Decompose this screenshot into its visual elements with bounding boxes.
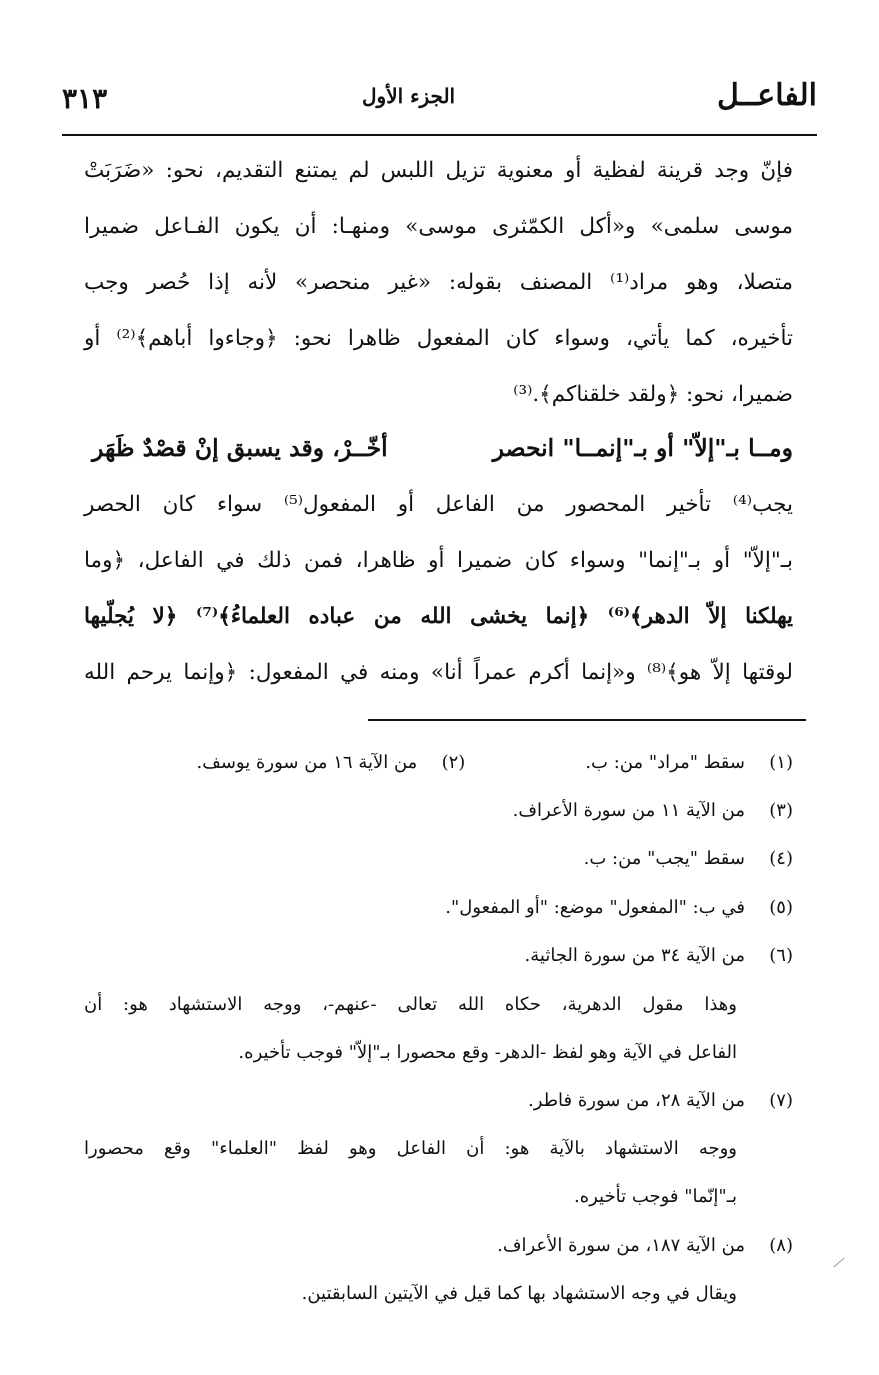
footnote-row: [84, 1235, 793, 1256]
verse-hemistich-first: ومــا بـ"إلاّ" أو بـ"إنمــا" انحصر: [492, 434, 793, 462]
footnote-number: (٤): [769, 848, 793, 869]
footnote-text: سقط "يجب" من: ب.: [583, 848, 745, 869]
footnote-explanation: وهذا مقول الدهرية، حكاه الله تعالى -عنهم-، ووجه الاستشهاد هو: أن: [84, 994, 737, 1015]
footnote-explanation: الفاعل في الآية وهو لفظ -الدهر- وقع محصورا بـ"إلاّ" فوجب تأخيره.: [238, 1042, 737, 1063]
footnote-number: (٦): [769, 945, 793, 966]
text-line: ضميرا، نحو: ﴿ولقد خلقناكم﴾.⁽³⁾: [513, 382, 793, 407]
footnote-row: [84, 752, 793, 773]
chapter-title: الفاعــل: [717, 78, 817, 113]
footnote-explanation: ووجه الاستشهاد بالآية هو: أن الفاعل وهو لفظ "العلماء" وقع محصورا: [84, 1138, 737, 1159]
footnote-text: من الآية ٢٨، من سورة فاطر.: [528, 1090, 745, 1111]
footnote-number: (٥): [769, 897, 793, 918]
footnote-row: [84, 897, 793, 918]
footnote-text: من الآية ٣٤ من سورة الجاثية.: [524, 945, 745, 966]
footnote-text: من الآية ١١ من سورة الأعراف.: [512, 800, 745, 821]
text-line: موسى سلمى» و«أكل الكمّثرى موسى» ومنهـا: أن يكون الفـاعل ضميرا: [84, 214, 793, 239]
part-title: الجزء الأول: [362, 84, 456, 108]
footnote-row: [84, 1090, 793, 1111]
footnote-number: (٧): [769, 1090, 793, 1111]
page-number: ٣١٣: [62, 82, 108, 115]
running-header: [62, 78, 817, 128]
footnote-text: سقط "مراد" من: ب.: [585, 752, 745, 773]
verse-hemistich-second: أخّــرْ، وقد يسبق إنْ قصْدٌ ظَهَر: [92, 434, 388, 462]
footnote-number: (١): [769, 752, 793, 773]
footnote-row: [84, 945, 793, 966]
text-line: لوقتها إلاّ هو﴾⁽⁸⁾ و«إنما أكرم عمراً أنا» ومنه في المفعول: ﴿وإنما يرحم الله: [84, 660, 793, 685]
footnote-number: (٨): [769, 1235, 793, 1256]
poem-verse: [92, 434, 793, 474]
text-line: تأخيره، كما يأتي، وسواء كان المفعول ظاهرا نحو: ﴿وجاءوا أباهم﴾⁽²⁾ أو: [84, 326, 793, 351]
stray-mark: [833, 1258, 844, 1268]
text-line: يهلكنا إلاّ الدهر﴾⁽⁶⁾ ﴿إنما يخشى الله من عباده العلماءُ﴾⁽⁷⁾ ﴿لا يُجلّيها: [84, 604, 793, 629]
footnote-number: (٣): [769, 800, 793, 821]
text-line: بـ"إلاّ" أو بـ"إنما" وسواء كان ضميرا أو ظاهرا، فمن ذلك في الفاعل، ﴿وما: [84, 548, 793, 573]
footnote-number: (٢): [441, 752, 466, 773]
text-line: متصلا، وهو مراد⁽¹⁾ المصنف بقوله: «غير منحصر» لأنه إذا حُصر وجب: [84, 270, 793, 295]
footnote-row: [84, 848, 793, 869]
footnote-text: في ب: "المفعول" موضع: "أو المفعول".: [445, 897, 745, 918]
text-line: يجب⁽⁴⁾ تأخير المحصور من الفاعل أو المفعول⁽⁵⁾ سواء كان الحصر: [84, 492, 793, 517]
footnote-divider: [368, 719, 806, 721]
footnote-explanation: بـ"إنّما" فوجب تأخيره.: [573, 1186, 737, 1207]
footnote-text: من الآية ١٨٧، من سورة الأعراف.: [497, 1235, 745, 1256]
footnote-explanation: ويقال في وجه الاستشهاد بها كما قيل في الآيتين السابقتين.: [301, 1283, 737, 1304]
footnote-text: من الآية ١٦ من سورة يوسف.: [196, 752, 418, 773]
text-line: فإنّ وجد قرينة لفظية أو معنوية تزيل اللبس لم يمتنع التقديم، نحو: «ضَرَبَتْ: [84, 158, 793, 183]
footnote-row: [84, 800, 793, 821]
header-divider: [62, 134, 817, 136]
